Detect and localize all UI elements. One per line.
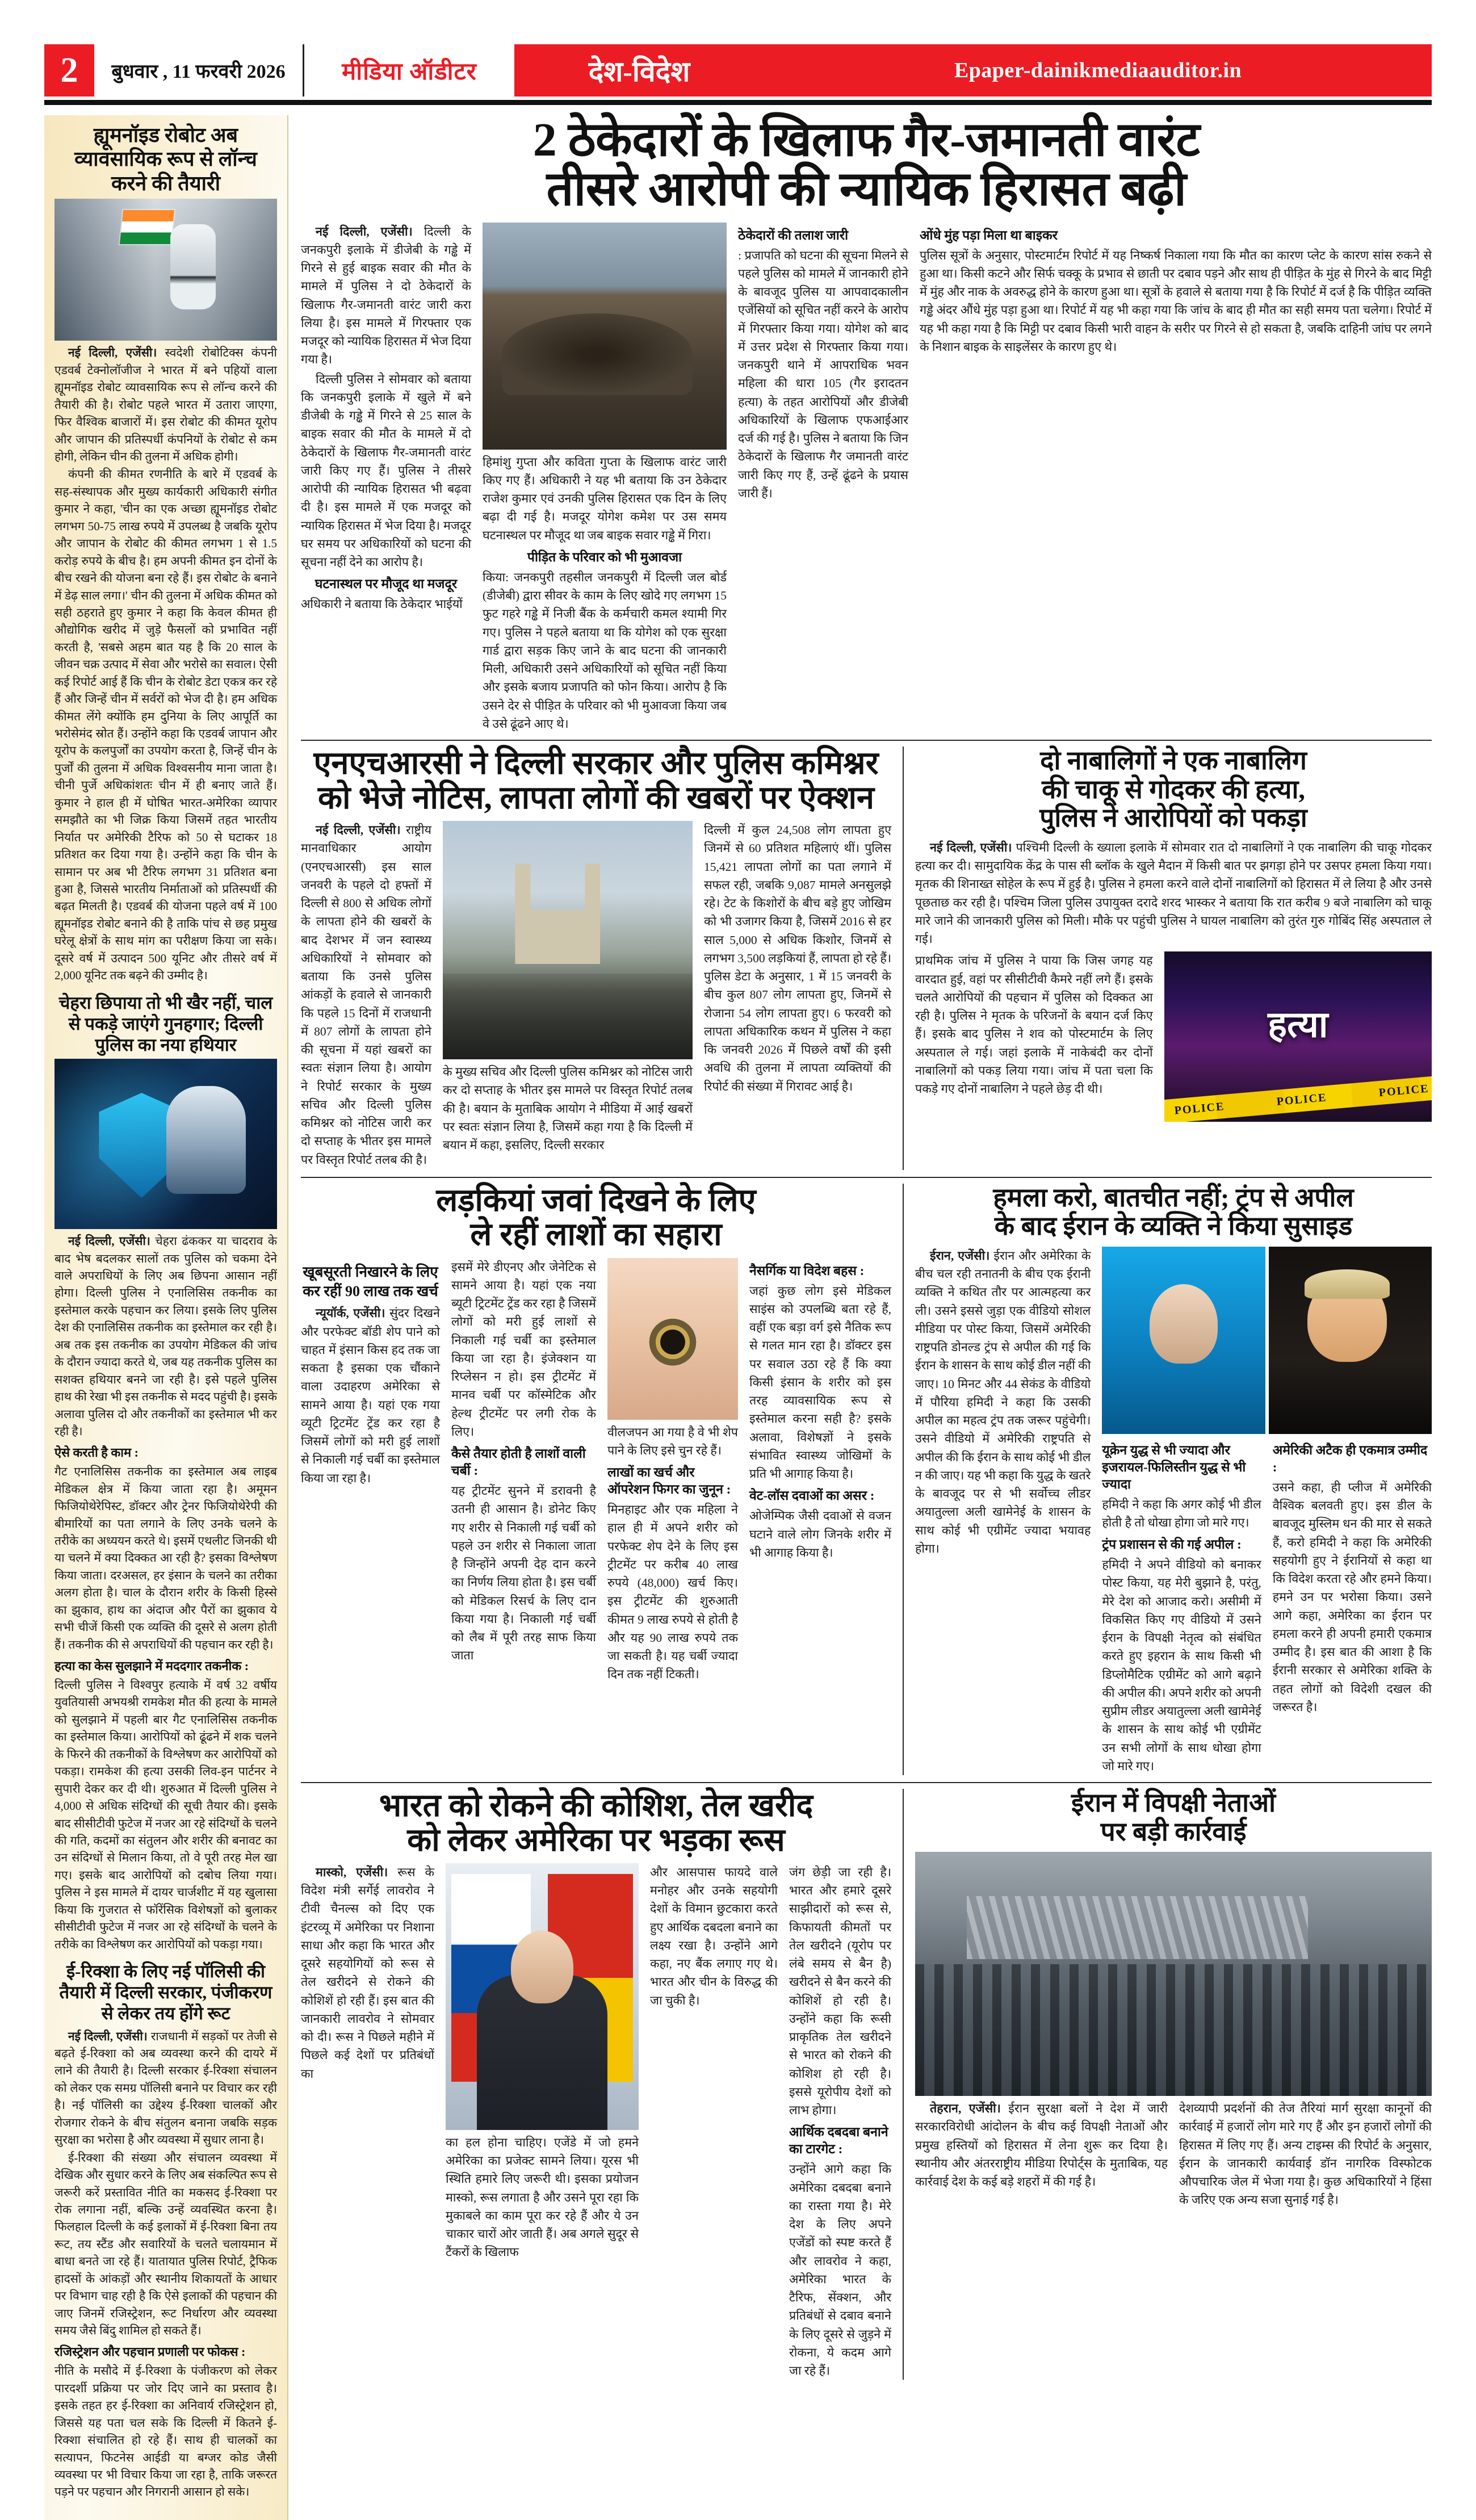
iran-suicide-dateline: ईरान, एजेंसी।: [930, 1248, 990, 1263]
lead-dateline: नई दिल्ली, एजेंसी।: [316, 224, 413, 238]
beauty-col1-body: सुंदर दिखने और परफेक्ट बॉडी शेप पाने को चाहत में इंसान किस हद तक जा सकता है इसका एक चौंकाने वाला उदाहरण अमेरिका से सामने आया है। यहां एक गया व्यूटी ट्रिटमेंट ट्रेंड कर रहा है जिसमें लोगों को मरी हुई लाशों से निकाली गई चर्बी का इस्तेमाल किया जा रहा है।: [301, 1306, 440, 1485]
nhrc-col3-body: दिल्ली में कुल 24,508 लोग लापता हुए जिनमें से 60 प्रतिशत महिलाएं थीं। पुलिस 15,421 लापता लोगों का पता लगाने में सफल रही, जबकि 9,087 मामले अनसुलझे रहे। टेट के किशोरों के बीच बड़े हुए जोखिम को भी उजागर किया है, जिसमें 2016 से हर साल 5,000 से अधिक किशोर, जिनमें से लगभग 3,500 लड़कियां हैं, लापता हो रहे हैं। पुलिस डेटा के अनुसार, 1 में 15 जनवरी के बीच कुल 807 लोग लापता हुए, जिनमें से रोजाना 54 लोग लापता हुए। 6 फरवरी को लापता अधिकारिक कथन में पुलिस ने कहा कि जनवरी 2026 में पिछले वर्षों की इसी अवधि की तुलना में लापता व्यक्तियों की रिपोर्ट की संख्या में गिरावट आई है।: [704, 823, 891, 1093]
gait-sub2-body: दिल्ली पुलिस ने विश्वपुर हत्याके में वर्ष 32 वर्षीय युवतियासी अभयश्री रामकेश मौत की हत्या के मामले को सुलझाने में पहली बार गैट एनालिसिस तकनीक का इस्तेमाल किया। आरोपियों को ढूंढने में शक चलने के फिरने की तकनीकों के विश्लेषण कर आरोपियों को पकड़ा। रामकेश की हत्या उसकी लिव-इन पार्टनर ने सुपारी देकर कर दी थी। शुरुआत में दिल्ली पुलिस ने 4,000 से अधिक संदिग्धों की सूची तैयार की। इसके बाद सीसीटीवी फुटेज में नजर आ रहे संदिग्धों के चलने की गति, कदमों का संतुलन और शरीर की बनावट का उन संदिग्धों से मिलान किया, तो वे पूरी तरह मेल खा गए। इसके बाद आरोपियों को दबोच लिया गया। पुलिस ने इस मामले में दायर चार्जशीट में यह खुलासा किया कि गुजरात से फॉरेंसिक विशेषज्ञों को बुलाकर सीसीटीवी फुटेज में नजर आ रहे संदिग्धों के चलने के तरीके का विश्लेषण कर आरोपियों को पकड़ा गया।: [54, 1678, 277, 1951]
russia-col-1: [301, 1863, 434, 2380]
lead-headline-line1: 2 ठेकेदारों के खिलाफ गैर-जमानती वारंट: [532, 114, 1200, 166]
murder-headline-line1: दो नाबालिगों ने एक नाबालिग: [1040, 746, 1307, 775]
sidebar-article-robot: [54, 123, 277, 984]
murder-body-2: प्राथमिक जांच में पुलिस ने पाया कि जिस जगह यह वारदात हुई, वहां पर सीसीटीवी कैमरे नहीं लगे हैं। इसके चलते आरोपियों की पहचान में पुलिस को दिक्कत आ रही है। पुलिस ने मृतक के परिजनों के बयान दर्ज किए हैं। इसके बाद पुलिस ने शव को पोस्टमार्टम के लिए अस्पताल ले गई। जहां इलाके में नाकेबंदी कर दोनों नाबालिगों को पकड़ लिया गया। जांच में पता चला कि पकड़े गए दोनों नाबालिग ने पहले छेड़ दी थी।: [915, 954, 1153, 1096]
beauty-headline-line1: लड़कियां जवां दिखने के लिए: [436, 1183, 756, 1218]
lead-subhead-2: पीड़ित के परिवार को भी मुआवजा: [527, 550, 682, 564]
india-gate-crowd-photo: [443, 821, 693, 1059]
beauty-columns: [301, 1258, 891, 1684]
murder-text-col: [915, 951, 1153, 1122]
iran-subhead-2: ट्रंप प्रशासन से की गई अपील :: [1102, 1537, 1242, 1552]
iran-sub-col-2: [1273, 1437, 1432, 1775]
masthead: [44, 44, 1432, 97]
newspaper-page: [0, 44, 1476, 2499]
beauty-col2-body: इसमें मेरे डीएनए और जेनेटिक से सामने आया है। यहां एक नया ब्यूटी ट्रिटमेंट ट्रेंड कर रहा है जिसमें लोगों को मरी हुई लाशों से निकाली गई चर्बी का इस्तेमाल किया जा रहा है। इंजेक्शन या रिप्लेसन न हो। इस ट्रीटमेंट में मानव चर्बी पर कॉस्मेटिक और हेल्थ ट्रीटमेंट पर लगी रोक के लिए।: [451, 1260, 596, 1439]
iran-opp-col-2: [1179, 2099, 1432, 2209]
erick-body-1: राजधानी में सड़कों पर तेजी से बढ़ते ई-रिक्शा को अब व्यवस्था करने की दायरे में लाने की तैयारी है। दिल्ली सरकार ई-रिक्शा संचालन को लेकर एक समग्र पॉलिसी बनाने पर विचार कर रही है। नई पॉलिसी का उद्देश्य ई-रिक्शा चालकों और रोजगार रोकने के बीच संतुलन बनाना जबकि सड़क सुरक्षा का भरोसा है और व्यवस्था में सुधार लाना है।: [54, 2029, 278, 2147]
iran-sub3-body: उसने कहा, ही प्लीज में अमेरिकी वैश्विक बलवती हुए। इस डील के बावजूद मुस्लिम धन की मार से सकते हैं, करो हमिदी ने कहा कि अमेरिकी सहयोगी हुए ने ईरानियों से कहा था कि विदेश करता रहे और हमने किया। हमने उन पर भरोसा किया। उसने आगे कहा, अमेरिका का ईरान पर हमला करने ही अपनी हमारी एकमात्र उम्मीद है। इस बात की आशा है कि ईरानी सरकार से अमेरिका शक्ति के तहत लोगों को विदेशी दखल की जरूरत है।: [1272, 1480, 1432, 1714]
nhrc-col-1: [301, 821, 431, 1170]
russia-columns: [301, 1863, 891, 2380]
iran-suicide-story: [903, 1184, 1432, 1775]
murder-headline-line3: पुलिस ने आरोपियों को पकड़ा: [1039, 803, 1307, 833]
sidebar-headline-gait: चेहरा छिपाया तो भी खैर नहीं, चाल से पकड़े जाएंगे गुनहगार; दिल्ली पुलिस का नया हथियार: [58, 992, 273, 1055]
iran-opp-body-2: देशव्यापी प्रदर्शनों की तेज तैरियां मार्ग सुरक्षा कानूनों की कार्रवाई में हजारों लोग मारे गए हैं और इन हजारों लोगों की हिरासत में लिए गए हैं। अन्य टाइम्स की रिपोर्ट के अनुसार, ईरान के जानकारी कार्यवाई डॉन नागरिक विस्फोटक औपचारिक जेल में भेजा गया है। कुछ अधिकारियों ने हिंसा के जरिए एक अन्य सजा सुनाई गई है।: [1179, 2102, 1432, 2207]
lead-sub1-body: अधिकारी ने बताया कि ठेकेदार भाईयों: [301, 597, 463, 611]
divider-2: [301, 1177, 1432, 1178]
iran-protest-photo: [915, 1852, 1432, 2096]
russia-oil-story: [301, 1789, 891, 2380]
murder-dateline: नई दिल्ली, एजेंसी।: [930, 840, 1012, 854]
beauty-col-4: [749, 1258, 891, 1684]
iran-opp-headline-line1: ईरान में विपक्षी नेताओं: [1071, 1788, 1276, 1818]
russia-dateline: मास्को, एजेंसी।: [316, 1865, 388, 1879]
russia-col3-body: और आसपास फायदे वाले मनोहर और उनके सहयोगी देशों के विमान छुटकारा करते हुए आर्थिक दबदला बनाने का लक्ष्य रखा है। उन्होंने आगे कहा, नए बैंक लगाए गए थे। भारत और चीन के विरुद्ध की जा चुकी है।: [650, 1865, 778, 2007]
russia-headline-line2: को लेकर अमेरिका पर भड़का रूस: [407, 1822, 785, 1858]
sidebar-article-erickshaw: [54, 1961, 277, 2501]
iran-opp-dateline: तेहरान, एजेंसी।: [930, 2102, 1001, 2116]
iran-subhead-3: अमेरिकी अटैक ही एकमात्र उम्मीद :: [1272, 1443, 1428, 1474]
nhrc-col-3: [704, 821, 891, 1170]
lead-body-1: दिल्ली के जनकपुरी इलाके में डीजेबी के गड्ढे में गिरने से हुई बाइक सवार की मौत के मामले में पुलिस ने दो ठेकेदारों के खिलाफ गैर-जमानती वारंट जारी करा लिया है। इस मामले में गिरफ्तार एक मजदूर को न्यायिक हिरासत में भेज दिया गया है।: [301, 224, 471, 367]
beauty-subhead-1: कैसे तैयार होती है लाशों वाली चर्बी :: [451, 1446, 586, 1478]
police-tape: [1164, 1075, 1432, 1122]
bottom-band: [301, 1789, 1432, 2380]
left-sidebar: [44, 115, 288, 2520]
police-tape-label-2: POLICE: [1276, 1091, 1328, 1108]
dateline-erickshaw: नई दिल्ली, एजेंसी।: [68, 2029, 148, 2043]
iran-suicide-text-col: [915, 1247, 1091, 1775]
beauty-sub1-body: यह ट्रीटमेंट सुनने में डरावनी है उतनी ही आसान है। डोनेट किए गए शरीर से निकाली गई चर्बी को पहले उन शरीर से निकाला जाता है जिन्होंने अपनी देह दान करने का निर्णय लिया होता है। इस चर्बी को मेडिकल रिसर्च के लिए दान किया गया है। निकाली गई चर्बी को लैब में पूरी तरह साफ किया जाता: [451, 1484, 596, 1663]
beauty-col3-body: वीलजपन आ गया है वे भी शेप पाने के लिए इसे चुन रहे हैं।: [607, 1425, 738, 1457]
beauty-subhead-2: लाखों का खर्च और ऑपरेशन फिगर का जुनून :: [607, 1465, 731, 1497]
beauty-col-photo: [607, 1258, 738, 1684]
iran-opp-columns: [915, 2099, 1432, 2209]
beauty-story: [301, 1184, 891, 1775]
lead-col-4: [920, 223, 1432, 733]
lead-story-grid: [301, 223, 1432, 733]
erick-body-2: ई-रिक्शा की संख्या और संचालन व्यवस्था में देखिक और सुधार करने के लिए अब संकल्पित रूप से जरूरी करें प्रस्तावित नीति का मकसद ई-रिक्शा पर रोक लगाना नहीं, बल्कि उन्हें व्यवस्थित करना है। फिलहाल दिल्ली के कई इलाकों में ई-रिक्शा बिना तय रूट, तय स्टैंड और सवारियों के चलते चलायमान में बाधा बनते जा रहे हैं। यातायात पुलिस रिपोर्ट, ट्रैफिक हादसों के आंकड़ों और स्थानीय शिकायतों के आधार पर विभाग चाह रही है कि ऐसे इलाकों की पहचान की जाए जिनमें रजिस्ट्रेशन, रूट निर्धारण और व्यवस्था समय जैसे बिंदु शामिल हो सकते हैं।: [54, 2150, 277, 2337]
beauty-headline-line2: ले रहीं लाशों का सहारा: [470, 1217, 722, 1253]
murder-photo-col: [1164, 951, 1432, 1122]
nhrc-story: [301, 747, 891, 1170]
iran-opp-col-1: [915, 2099, 1168, 2209]
iran-opp-body-1: ईरान सुरक्षा बलों ने देश में जारी सरकारविरोधी आंदोलन के बीच कई विपक्षी नेताओं और प्रमुख हस्तियों को हिरासत में लेना शुरू कर दिया है। स्थानीय और अंतरराष्ट्रीय मीडिया रिपोर्ट्स के मुताबिक, यह कार्रवाई देश के कई बड़े शहरों में की गई है।: [915, 2102, 1168, 2189]
sidebar-article-gait: [54, 992, 277, 1953]
crime-scene-photo: [1164, 951, 1432, 1122]
erick-sub1-body: नीति के मसौदे में ई-रिक्शा के पंजीकरण को लेकर पारदर्शी प्रक्रिया पर जोर दिए जाने का प्रस्ताव है। इसके तहत हर ई-रिक्शा का अनिवार्य रजिस्ट्रेशन हो, जिससे यह पता चल सके कि दिल्ली में कितने ई-रिक्शा संचालित हो रहे हैं। साथ ही चालकों का सत्यापन, फिटनेस आईडी या बग्जर कोड जैसी व्यवस्था पर भी विचार किया जा रहा है, ताकि जरूरत पड़ने पर पहचान और निगरानी आसान हो सके।: [54, 2364, 278, 2499]
murder-lower: [915, 951, 1432, 1122]
russia-sub1-body: उन्होंने आगे कहा कि अमेरिका दबदबा बनाने का रास्ता गया है। मेरे देश के लिए अपने एजेंडों को स्पष्ट करते हैं और लावरोव ने कहा, अमेरिका भारत के टैरिफ, सेंक्शन, और प्रतिबंधों से दबाव बनाने के लिए दूसरे से जुड़ने में रोकना, ये कदम आगे जा रहे हैं।: [789, 2162, 891, 2378]
lead-headline-line2: तीसरे आरोपी की न्यायिक हिरासत बढ़ी: [546, 163, 1186, 216]
beauty-col-2: [451, 1258, 596, 1684]
robot-body-1: स्वदेशी रोबोटिक्स कंपनी एडवर्ब टेक्नोलॉजीज ने भारत में बने पहियों वाला ह्यूमनॉइड रोबोट व्यावसायिक रूप से लॉन्च करने की तैयारी की है। रोबोट पहले भारत में उतारा जाएगा, फिर वैश्विक बाजारों में। इस रोबोट की कीमत यूरोप और जापान की प्रतिस्पर्धी कंपनियों के रोबोट से कम होगी, लेकिन चीन की तुलना में अधिक होगी।: [54, 346, 277, 464]
epaper-url[interactable]: Epaper-dainikmediaauditor.in: [764, 44, 1432, 97]
lead-subhead-3: ठेकेदारों की तलाश जारी: [738, 228, 849, 242]
nhrc-headline-line2: को भेजे नोटिस, लापता लोगों की खबरों पर ऐक्शन: [318, 780, 874, 816]
third-band: [301, 1184, 1432, 1775]
beauty-sub3-body: जहां कुछ लोग इसे मेडिकल साइंस को उपलब्धि बता रहे हैं, वहीं एक बड़ा वर्ग इसे नैतिक रूप से गलत मान रहा है। डॉक्टर इस पर सवाल उठा रहे हैं कि क्या किसी इंसान के शरीर को इस तरह व्यावसायिक रूप से इस्तेमाल करना सही है? इसके अलावा, विशेषज्ञों ने इसके संभावित स्वास्थ्य जोखिमों के प्रति भी आगाह किया है।: [749, 1284, 891, 1481]
nhrc-col-photo: [443, 821, 693, 1170]
lead-col-1: [301, 223, 471, 733]
beauty-sub4-body: ओजेम्पिक जैसी दवाओं से वजन घटाने वाले लोग जिनके शरीर में भी आगाह किया है।: [749, 1509, 891, 1559]
lead-sub4-body: पुलिस सूत्रों के अनुसार, पोस्टमार्टम रिपोर्ट में यह निष्कर्ष निकाला गया कि मौत का कारण प्लेट के कारण सांस रुकने से हुआ था। किसी कटने और सिर्फ चक्कू के प्रभाव से छाती पर दबाव पड़ने और साथ ही पीड़ित के मुंह से गिरने के बाद मिट्टी में मुंह और नाक के अवरुद्ध होने के कारण हुआ था। सूत्रों के हवाले से बताया गया है कि रिपोर्ट में दर्ज है कि पीड़ित व्यक्ति गड्ढे अंदर औंधे मुंह पड़ा हुआ था। रिपोर्ट में यह भी कहा गया कि जांच के बाद ही मौत का सही समय पता चलेगा। रिपोर्ट में यह भी कहा गया है कि मिट्टी पर दबाव किसी भारी वाहन के सरीर पर गिरने से हो सकता है, जबकि दाहिनी जांघ पर लगने के निशान बाइक के साइलेंसर के कारण हुए थे।: [920, 248, 1432, 354]
murder-body-wrap: [915, 838, 1432, 949]
sidebar-headline-robot: ह्यूमनॉइड रोबोट अब व्यावसायिक रूप से लॉन्च करने की तैयारी: [74, 124, 257, 195]
brand-logo: मीडिया ऑडीटर: [304, 44, 514, 97]
iran-sub2-body: हमिदी ने अपने वीडियो को बनाकर पोस्ट किया, यह मेरी बुझाने है, परंतु, मेरे देश को आजाद करो। असीमी में विकसित किए गए वीडियो में उसने ईरान के विपक्षी नेतृत्व को संबंधित करते हुए इहरान के साथ किसी भी डिप्लोमैटिक एग्रीमेंट को आगे बढ़ाने की अपील की। अपने शरीर को अपनी सुप्रीम लीडर अयातुल्ला अली खामेनेई के शासन के साथ कोई भी एग्रीमेंट उन सभी लोगों के साथ धोखा होगा जो मारे गए।: [1102, 1558, 1261, 1773]
iran-suicide-photos: [1102, 1247, 1432, 1775]
page-number-badge: 2: [44, 44, 94, 97]
lead-sub2-body: किया: जनकपुरी तहसील जनकपुरी में दिल्ली जल बोर्ड (डीजेबी) द्वारा सीवर के काम के लिए खोदे गए लगभग 15 फुट गहरे गड्ढे में निजी बैंक के कर्मचारी कमल श्यामी गिर गए। पुलिस ने पहले बताया था कि योगेश को एक सुरक्षा गार्ड द्वारा सड़क किए जाने के बाद घटना की जानकारी मिली, अधिकारी उसने अधिकारियों को सूचित नहीं किया और इसके बजाय प्रजापति को फोन किया। आरोप है कि उसने देर से पीड़ित के परिवार को भी मुआवजा किया जब वे उसे ढूंढने आए थे।: [483, 570, 727, 731]
russia-col1-body: रूस के विदेश मंत्री सर्गेई लावरोव ने टीवी चैनल्स को दिए एक इंटरव्यू में अमेरिका पर निशाना साधा और कहा कि भारत और दूसरे सहयोगियों को रूस से तेल खरीदने से रोकने की कोशिशें हो रही हैं। इस बात की जानकारी लावरोव ने सोमवार को दी। रूस ने पिछले महीने में पिछले कई देशों पर प्रतिबंधों का: [301, 1865, 434, 2081]
iran-opp-headline-line2: पर बड़ी कार्रवाई: [1100, 1817, 1247, 1846]
beauty-col-1: [301, 1258, 440, 1684]
masthead-rule: [44, 100, 1432, 105]
robot-body-2: कंपनी की कीमत रणनीति के बारे में एडवर्ब के सह-संस्थापक और मुख्य कार्यकारी अधिकारी संगीत कुमार ने कहा, 'चीन का एक अच्छा ह्यूमनॉइड रोबोट लगभग 50-75 लाख रुपये में उपलब्ध है जबकि यूरोप और जापान के रोबोट की कीमत लगभग 1 से 1.5 करोड़ रुपये के बीच है। हम अपनी कीमत इन दोनों के बीच रखने की योजना बना रहे हैं। इस रोबोट के बनाने में डेढ़ साल लगा।' चीन की तुलना में अधिक कीमत को सही ठहराते हुए कुमार ने कहा कि केवल कीमत ही औद्योगिक खरीद में जुड़े फैसलों को प्रभावित नहीं करती है, 'सबसे अहम बात यह है कि 20 साल के जीवन चक्र उत्पाद में सेवा और भरोसे का सवाल। ऐसी कई रिपोर्ट आई हैं कि चीन के रोबोट डेटा एकत्र कर रहे हैं और जिन्हें चीन में सर्वरों को भेज दी है। हम अधिक कीमत लेंगे क्योंकि हम दुनिया के लिए आपूर्ति का भरोसेमंद स्रोत हैं। उन्होंने कहा कि एडवर्ब जापान और यूरोप के कलपुर्जों का उपयोग करता है, जिन्हें चीन के पुर्जों की तुलना में अधिक विश्वसनीय माना जाता है। चीनी पुर्जे अधिकांशतः चीन में ही बनाए जाते हैं। कुमार ने हाल ही में घोषित भारत-अमेरिका व्यापार समझौते का भी जिक्र किया जिसमें तहत भारतीय निर्यात पर अमेरिकी टैरिफ को 50 से घटाकर 18 प्रतिशत कर दिया गया है। उन्होंने कहा कि चीन के सामान पर अब भी टैरिफ लगभग 31 प्रतिशत बना हुआ है, जिससे भारतीय निर्माताओं को प्रतिस्पर्धी की बढ़त मिलती है। एडवर्ब की योजना पहले वर्ष में 100 ह्यूमनॉइड रोबोट बनाने की है ताकि पांच से छह प्रमुख घरेलू क्षेत्रों के साथ मांग का परीक्षण किया जा सके। दूसरे वर्ष में उत्पादन 500 यूनिट और तीसरे वर्ष में 2,000 यूनिट तक बढ़ने की उम्मीद है।: [54, 467, 277, 983]
lavrov-press-photo: [446, 1863, 639, 2130]
dateline-gait: नई दिल्ली, एजेंसी।: [68, 1234, 150, 1248]
iran-sub1-body: हमिदी ने कहा कि अगर कोई भी डील होती है तो धोखा होगा जो मारे गए।: [1102, 1497, 1261, 1529]
iran-opposition-story: [903, 1789, 1432, 2380]
lead-photo-caption: हिमांशु गुप्ता और कविता गुप्ता के खिलाफ वारंट जारी किए गए हैं। अधिकारी ने यह भी बताया कि उन ठेकेदार राजेश कुमार एवं उनकी पुलिस हिरासत एक दिन के लिए बढ़ा दी गई है। मजदूर योगेश कमेश पर उस समय घटनास्थल पर मौजूद था जब बाइक सवार गड्ढे में गिरा।: [483, 455, 727, 542]
lead-subhead-1: घटनास्थल पर मौजूद था मजदूर: [315, 577, 458, 592]
divider-3: [301, 1782, 1432, 1783]
nhrc-headline-line1: एनएचआरसी ने दिल्ली सरकार और पुलिस कमिश्नर: [313, 746, 879, 782]
gait-body-1: चेहरा ढंककर या चादराव के बाद भेष बदलकर सालों तक पुलिस को चकमा देने वाले अपराधियों के लिए अब छिपना आसान नहीं होगा। दिल्ली पुलिस ने एनालिसिस तकनीक का इस्तेमाल करके पहचान कर लिया। इसके लिए पुलिस देश की एनालिसिस तकनीक का इस्तेमाल कर रही है। अब तक इस तकनीक का उपयोग मेडिकल की जांच के दौरान ज्यादा करते थे, जब यह तकनीक पुलिस का सशक्त हथियार बनने जा रही है। इसे पहले पुलिस हाथ की रेखा भी इस तकनीक से मदद पहुंची है। इसके अलावा पुलिस दो और तकनीकों का इस्तेमाल भी कर रही है।: [54, 1234, 277, 1438]
beauty-sub2-body: मिनहाइट और एक महिला ने हाल ही में अपने शरीर को परफेक्ट शेप देने के लिए इस ट्रीटमेंट पर करीब 40 लाख रुपये (48,000) खर्च किए। इस ट्रीटमेंट की शुरुआती कीमत 9 लाख रुपये से होती है और यह 90 लाख रुपये तक जा सकती है। यह चर्बी ज्यादा दिन तक नहीं टिकती।: [607, 1503, 738, 1682]
iran-suicide-sub-cols: [1102, 1437, 1432, 1775]
iran-subhead-1: यूक्रेन युद्ध से भी ज्यादा और इजरायल-फिलिस्तीन युद्ध से भी ज्यादा: [1102, 1443, 1246, 1491]
lead-col-photo: [483, 223, 727, 733]
eye-closeup-photo: [607, 1258, 738, 1420]
nhrc-col1-body: राष्ट्रीय मानवाधिकार आयोग (एनएचआरसी) इस साल जनवरी के पहले दो हफ्तों में दिल्ली से 800 से अधिक लोगों के लापता होने की खबरों के बाद देशभर में जन स्वास्थ्य अधिकारियों ने सोमवार को बताया कि उनसे पुलिस आंकड़ों के हवाले से जानकारी कि पहले 15 दिनों में राजधानी में 807 लोगों के लापता होने की सूचना में यहां खबरों का स्वतः संज्ञान लिया है। आयोग ने रिपोर्ट सरकार के मुख्य सचिव और दिल्ली पुलिस कमिश्नर को नोटिस जारी कर दो सप्ताह के भीतर इस मामले पर विस्तृत रिपोर्ट तलब की है।: [301, 823, 431, 1167]
sidebar-headline-erickshaw: ई-रिक्शा के लिए नई पॉलिसी की तैयारी में दिल्ली सरकार, पंजीकरण से लेकर तय होंगे रूट: [59, 1961, 272, 2024]
nhrc-columns: [301, 821, 891, 1170]
beauty-kicker: खूबसूरती निखारने के लिए कर रहीं 90 लाख तक खर्च: [303, 1263, 438, 1299]
gait-sub1-body: गैट एनालिसिस तकनीक का इस्तेमाल अब लाइब मेडिकल क्षेत्र में किया जाता रहा है। अमूमन फिजियोथेरेपिस्ट, डॉक्टर और ट्रेनर फिजियोथेरेपी की बीमारियों का पता लगाने के लिए उनके चलने के तरीके का अध्ययन करते थे। इसमें एथलीट जिनकी थी या चलने में क्या दिक्कत आ रही है? इसका विश्लेषण किया जाता। दरअसल, हर इंसान के चलने का तरीका अलग होता है। चाल के दौरान शरीर के किसी हिस्से का झुकाव, हाथ का अंदाज और पैरों का झुकाव ये सभी चीजें किसी एक व्यक्ति की दूसरे से अलग होती हैं। तकनीक की से अपराधियों की पहचान कर रही है।: [54, 1465, 277, 1651]
erick-subhead-1: रजिस्ट्रेशन और पहचान प्रणाली पर फोकस :: [54, 2345, 246, 2359]
lead-sub3-body: : प्रजापति को घटना की सूचना मिलने से पहले पुलिस को मामले में जानकारी होने के बावजूद पुलिस या आपवादकालीन एजेंसियों को सूचित नहीं करने के आरोप में गिरफ्तार किया गया। योगेश को बाद में उत्तर प्रदेश से गिरफ्तार किया गया। जनकपुरी थाने में आपराधिक भवन महिला की धारा 105 (गैर इरादतन हत्या) के तहत आरोपियों और डीजेबी अधिकारियों के खिलाफ एफआईआर दर्ज की गई है। पुलिस ने बताया कि जिन ठेकेदारों के खिलाफ गैर जमानती वारंट जारी किए गए हैं, उन्हें ढूंढने के प्रयास जारी हैं।: [738, 248, 908, 500]
cyber-shield-photo: [54, 1059, 277, 1229]
middle-band: [301, 747, 1432, 1170]
murder-body-1: पश्चिमी दिल्ली के ख्याला इलाके में सोमवार रात दो नाबालिगों ने एक नाबालिग की चाकू गोदकर हत्या कर दी। सामुदायिक केंद्र के पास सी ब्लॉक के खुले मैदान में किसी बात पर झगड़ा होने पर उसपर हमला किया गया। मृतक की शिनाख्त सोहेल के रूप में हुई है। पुलिस ने हमला करने वाले दोनों नाबालिगों को हिरासत में ले लिया है और उनसे पूछताछ कर रही है। पश्चिम जिला पुलिस उपायुक्त दरादे शरद भास्कर ने बताया कि रात करीब 9 बजे नाबालिग को चाकू मारे जाने की जानकारी पुलिस को मिली। मौके पर पहुंची पुलिस ने घायल नाबालिग को तुरंत गुरु गोबिंद सिंह अस्पताल ले गई।: [915, 840, 1432, 946]
trump-photo: [1269, 1247, 1432, 1434]
lavrov-figure: [477, 1975, 607, 2130]
sidebar-body-gait: [54, 1232, 277, 1953]
hamidi-video-photo: [1102, 1247, 1265, 1434]
main-column: [288, 115, 1432, 2520]
robot-factory-photo: [54, 199, 277, 341]
beauty-subhead-4: वेट-लॉस दवाओं का असर :: [749, 1488, 875, 1503]
divider-1: [301, 740, 1432, 741]
lead-col-3: [738, 223, 908, 733]
sidebar-body-robot: [54, 344, 277, 984]
publication-date: बुधवार , 11 फरवरी 2026: [94, 44, 304, 97]
excavation-site-photo: [483, 223, 727, 450]
russia-col-4: [789, 1863, 891, 2380]
iran-suicide-grid: [915, 1247, 1432, 1775]
dateline-robot: नई दिल्ली, एजेंसी।: [68, 346, 157, 360]
russia-col-3: [650, 1863, 778, 2380]
russia-col-photo: [446, 1863, 639, 2380]
lead-body-2: दिल्ली पुलिस ने सोमवार को बताया कि जनकपुरी इलाके में खुले में बने डीजेबी के गड्ढे में गिरने से 25 साल के बाइक सवार की मौत के मामले में दो ठेकेदारों के खिलाफ गैर-जमानती वारंट जारी किए गए हैं। पुलिस ने तीसरे आरोपी की न्यायिक हिरासत भी बढ़वा दी है। इस मामले में एक मजदूर को न्यायिक हिरासत में भेज दिया है। मजदूर घर समय पर अधिकारियों को घटना की सूचना नहीं देने का आरोप है।: [301, 372, 471, 569]
russia-subhead-1: आर्थिक दबदबा बनाने का टारगेट :: [789, 2125, 888, 2157]
police-tape-label-1: POLICE: [1174, 1100, 1226, 1117]
beauty-subhead-3: नैसर्गिक या विदेश बहस :: [749, 1263, 865, 1278]
nhrc-dateline: नई दिल्ली, एजेंसी।: [316, 823, 401, 837]
nhrc-col2-body: के मुख्य सचिव और दिल्ली पुलिस कमिश्नर को नोटिस जारी कर दो सप्ताह के भीतर इस मामले पर विस्तृत रिपोर्ट तलब की है। बयान के मुताबिक आयोग ने मीडिया में आई खबरों पर स्वतः संज्ञान लिया है, जिसमें कहा गया है कि दिल्ली में बयान में कहा, इसलिए, दिल्ली सरकार: [443, 1065, 693, 1152]
iran-sub-col-1: [1102, 1437, 1261, 1775]
murder-headline-line2: की चाकू से गोदकर की हत्या,: [1042, 774, 1305, 804]
murder-photo-word: हत्या: [1268, 1004, 1328, 1045]
police-tape-label-3: POLICE: [1378, 1082, 1430, 1099]
sidebar-body-erickshaw: [54, 2028, 277, 2501]
iran-suicide-body: ईरान और अमेरिका के बीच चल रही तनातनी के बीच एक ईरानी व्यक्ति ने कथित तौर पर आत्महत्या कर ली। उसने इससे जुड़ा एक वीडियो सोशल मीडिया पर पोस्ट किया, जिसमें अमेरिकी राष्ट्रपति डोनल्ड ट्रंप से अपील की गई कि ईरान के शासन के साथ कोई डील नहीं की जाए। 10 मिनट और 44 सेकंड के वीडियो में पौरिया हमिदी ने कहा कि उसकी अपील का महत्व ट्रंप तक जरूर पहुंचेगी। उसने वीडियो में अमेरिकी राष्ट्रपति से अपील की कि ईरान के साथ कोई भी डील न की जाए। यह भी कहा कि युद्ध के खतरे के बावजूद पर से भी सर्वोच्च लीडर अयातुल्ला अली खामेनेई के शासन के साथ कोई भी एग्रीमेंट ज्यादा भयावह होगा।: [915, 1248, 1091, 1555]
russia-col2-body: का हल होना चाहिए। एजेंडे में जो हमने अमेरिका का प्रजेक्ट सामने लिया। यूरस भी स्थिति हमारे लिए जरूरी थी। इसका प्रयोजन मास्को, रूस लगाता है और उसने पूरा रहा कि मुकाबले का काम पूरा कर रहे हैं और ये उन चाकार चारों ओर जाती हैं। अब अगले सुदूर से टैंकरों के खिलाफ: [446, 2135, 639, 2259]
iran-suicide-headline-line2: के बाद ईरान के व्यक्ति ने किया सुसाइड: [994, 1211, 1353, 1241]
beauty-dateline: न्यूयॉर्क, एजेंसी।: [316, 1306, 385, 1320]
lead-subhead-4: ओंधे मुंह पड़ा मिला था बाइकर: [920, 228, 1058, 242]
minor-murder-story: [903, 747, 1432, 1170]
gait-subhead-1: ऐसे करती है काम :: [54, 1445, 139, 1460]
russia-headline-line1: भारत को रोकने की कोशिश, तेल खरीद: [379, 1788, 814, 1824]
section-title: देश-विदेश: [514, 44, 764, 97]
lead-story: [301, 115, 1432, 733]
russia-col4-body: जंग छेड़ी जा रही है। भारत और हमारे दूसरे साझीदारों को रूस से, किफायती कीमतों पर तेल खरीदने (यूरोप पर लंबे समय से बैन है) खरीदने से बैन करने की कोशिशें हो रही है। उन्होंने कहा कि रूसी प्राकृतिक तेल खरीदने से भारत को रोकने की कोशिश हो रही है। इससे यूरोपीय देशों को लाभ होगा।: [789, 1865, 891, 2118]
iran-suicide-headline-line1: हमला करो, बातचीत नहीं; ट्रंप से अपील: [993, 1183, 1354, 1212]
gait-subhead-2: हत्या का केस सुलझाने में मददगार तकनीक :: [54, 1659, 249, 1674]
page-body: [44, 115, 1432, 2520]
